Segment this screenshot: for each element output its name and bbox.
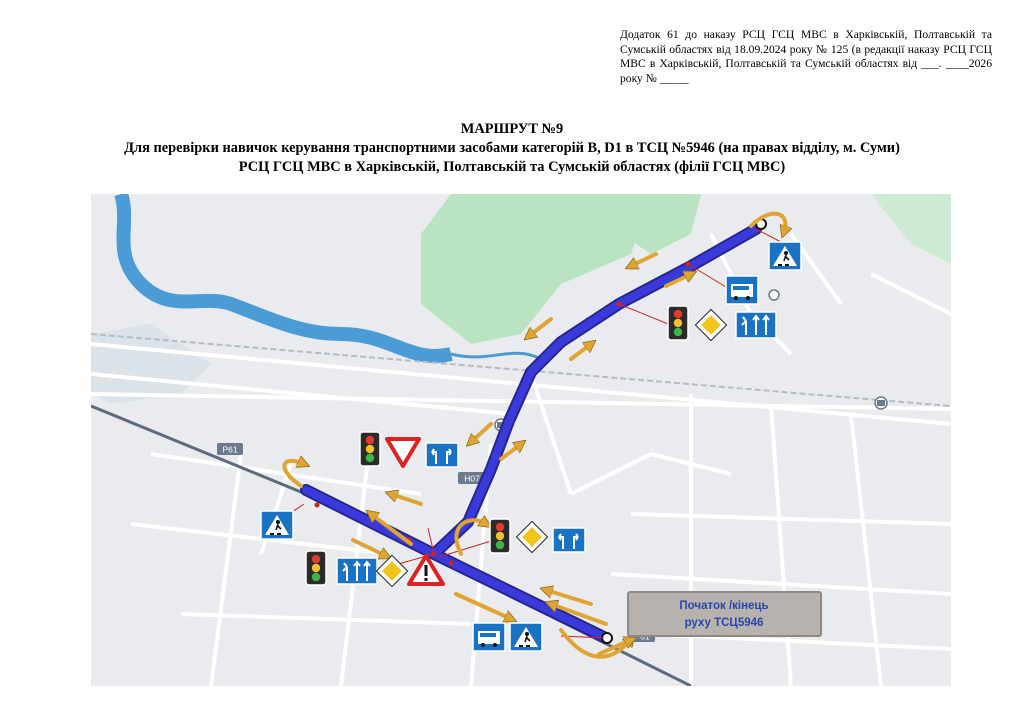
lane-direction-sign-icon — [337, 558, 377, 584]
route-subtitle: Для перевірки навичок керування транспортними засобами категорій В, D1 в ТСЦ №5946 (на правах відділу, м. Суми) — [124, 140, 900, 156]
traffic-light-icon — [668, 306, 688, 340]
map-pin-icon — [769, 290, 779, 300]
crosswalk-sign-bottom — [510, 623, 542, 651]
crosswalk-sign-left — [261, 511, 293, 539]
lane-direction-sign-icon — [553, 528, 585, 552]
traffic-light-icon — [490, 519, 510, 553]
svg-text:Початок /кінець: Початок /кінець — [679, 600, 769, 612]
traffic-light-icon — [360, 432, 380, 466]
annex-note: Додаток 61 до наказу РСЦ ГСЦ МВС в Харківській, Полтавській та Сумській областях від 18.09.2024 року № 125 (в редакції наказу РСЦ ГСЦ МВС в Харківській, Полтавській та Сумській областях від ___. ____2026 року № _____ — [620, 28, 992, 85]
lane-direction-sign-icon — [426, 443, 458, 467]
route-organization: РСЦ ГСЦ МВС в Харківській, Полтавській та Сумській областях (філії ГСЦ МВС) — [238, 159, 786, 175]
crosswalk-sign-top — [769, 242, 801, 270]
svg-text:Н07: Н07 — [464, 473, 480, 484]
svg-text:Р61: Р61 — [222, 444, 238, 455]
train-station-icon — [875, 397, 887, 409]
title-block — [0, 120, 1024, 177]
svg-text:руху ТСЦ5946: руху ТСЦ5946 — [684, 617, 764, 629]
route-map — [91, 194, 951, 686]
road-label-r61-top — [217, 443, 243, 455]
lane-direction-sign-icon — [736, 312, 776, 338]
traffic-light-icon — [306, 551, 326, 585]
start-end-box — [628, 592, 821, 636]
bus-stop-sign-top — [726, 276, 758, 304]
bus-stop-sign-bottom — [473, 623, 505, 651]
route-title: МАРШРУТ №9 — [460, 121, 564, 137]
